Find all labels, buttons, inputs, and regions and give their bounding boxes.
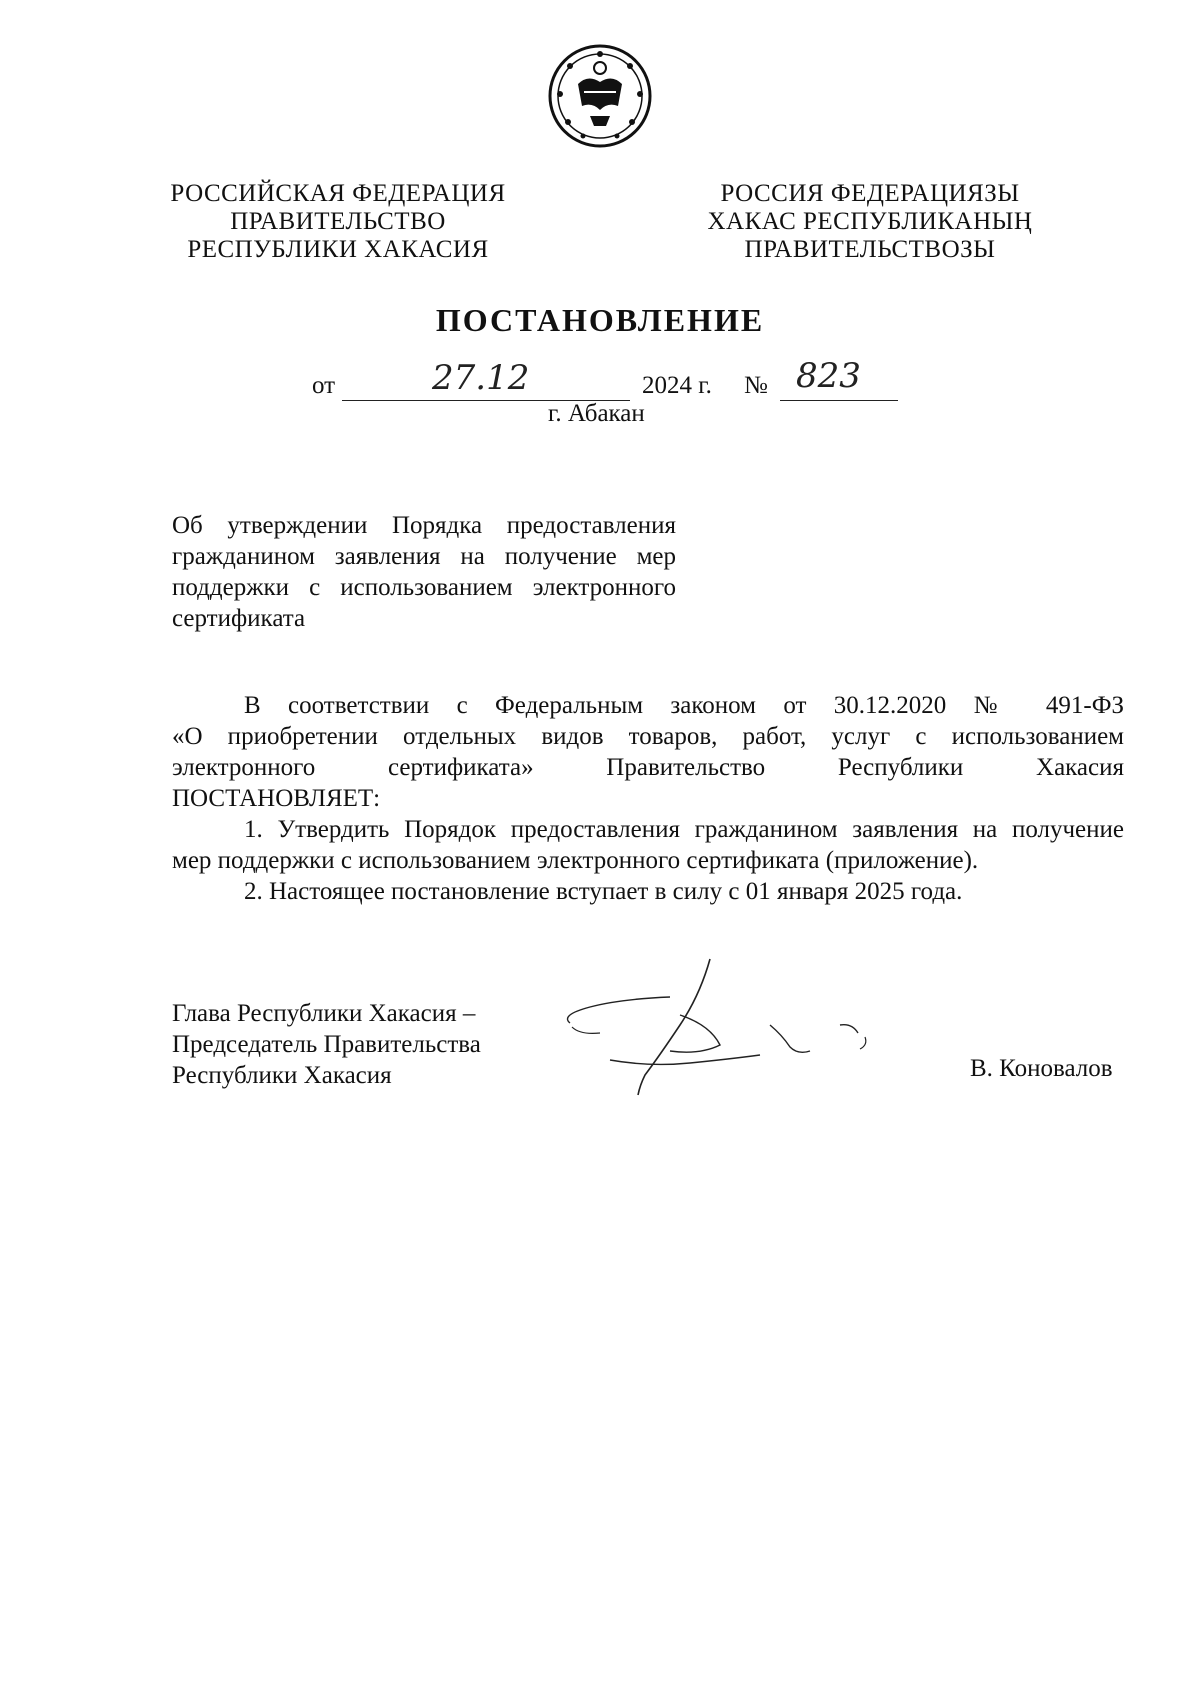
handwritten-date: 27.12: [432, 358, 530, 398]
handwritten-number: 823: [796, 356, 861, 396]
subject-line: гражданином заявления на получение мер: [172, 543, 676, 570]
header-line: ПРАВИТЕЛЬСТВОЗЫ: [744, 236, 996, 263]
header-line: РОССИЯ ФЕДЕРАЦИЯЗЫ: [720, 180, 1020, 207]
subject-line: поддержки с использованием электронного: [172, 574, 676, 601]
position-line: Председатель Правительства: [172, 1031, 481, 1058]
header-line: РЕСПУБЛИКИ ХАКАСИЯ: [187, 236, 489, 263]
date-prefix: от: [312, 372, 336, 399]
position-line: Республики Хакасия: [172, 1062, 392, 1089]
body-line: В соответствии с Федеральным законом от 30.12.2020 № 491-ФЗ: [244, 692, 1124, 719]
body-line: «О приобретении отдельных видов товаров, работ, услуг с использованием: [172, 723, 1124, 750]
body-line: электронного сертификата» Правительство Республики Хакасия: [172, 754, 1124, 781]
body-line: мер поддержки с использованием электронного сертификата (приложение).: [172, 847, 979, 874]
city-label: г. Абакан: [548, 400, 645, 427]
document-title: ПОСТАНОВЛЕНИЕ: [435, 302, 765, 338]
header-khakas: [680, 180, 1060, 264]
number-sign: №: [744, 372, 768, 399]
body-line: ПОСТАНОВЛЯЕТ:: [172, 785, 381, 812]
coat-of-arms-emblem: [548, 44, 652, 148]
header-line: РОССИЙСКАЯ ФЕДЕРАЦИЯ: [170, 180, 506, 207]
subject-line: Об утверждении Порядка предоставления: [172, 512, 676, 539]
header-russian: [148, 180, 528, 264]
position-line: Глава Республики Хакасия –: [172, 1000, 476, 1027]
header-line: ПРАВИТЕЛЬСТВО: [230, 208, 446, 235]
signatory-name: В. Коновалов: [970, 1055, 1113, 1082]
signatory-position: [172, 998, 481, 1091]
subject-block: [172, 510, 676, 634]
handwritten-signature: [560, 955, 900, 1115]
body-line: 1. Утвердить Порядок предоставления гражданином заявления на получение: [244, 816, 1124, 843]
body-line: 2. Настоящее постановление вступает в силу с 01 января 2025 года.: [244, 878, 963, 905]
body-text: [172, 690, 1124, 907]
number-underline: [780, 400, 898, 401]
subject-line: сертификата: [172, 605, 306, 632]
year-label: 2024 г.: [642, 372, 712, 399]
header-line: ХАКАС РЕСПУБЛИКАНЫҢ: [707, 208, 1033, 235]
